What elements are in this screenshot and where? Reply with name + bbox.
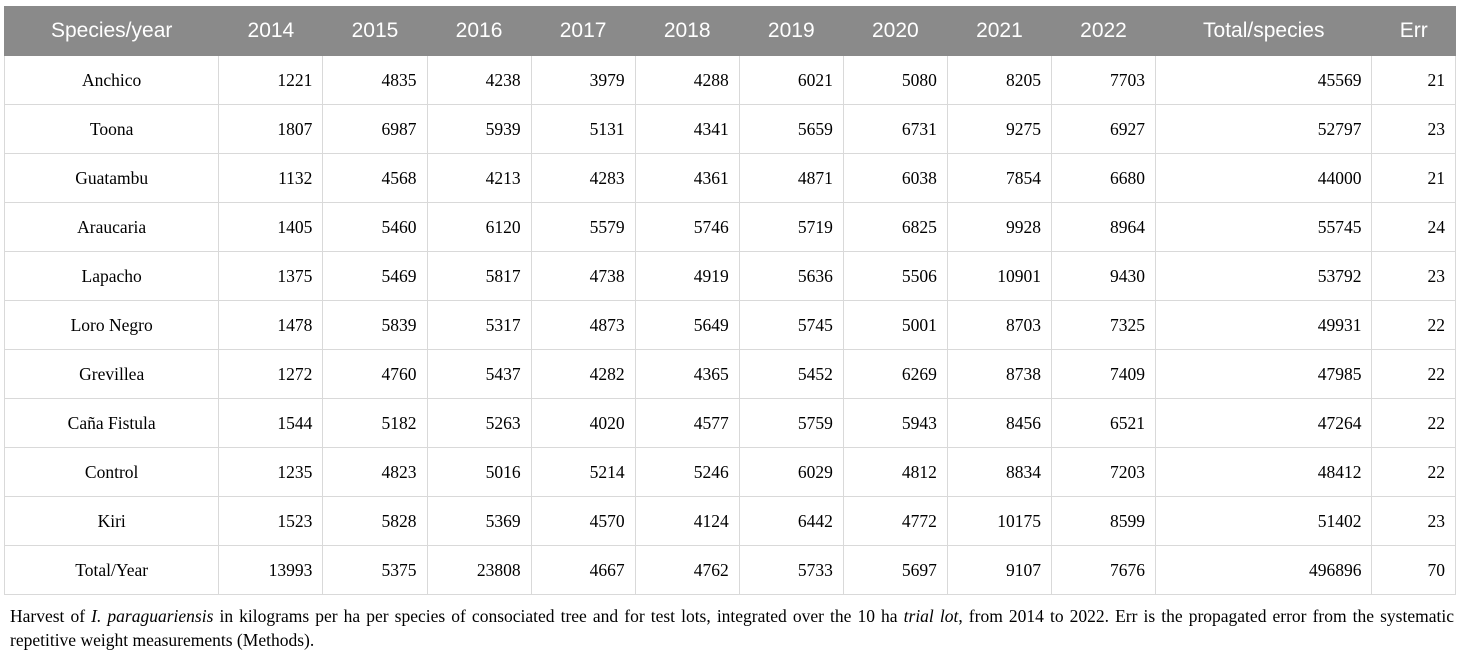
cell-2022: 7703 (1051, 56, 1155, 105)
table-header-row (5, 7, 1456, 56)
cell-err: 21 (1372, 154, 1456, 203)
cell-2014: 13993 (219, 546, 323, 595)
cell-2019: 5745 (739, 301, 843, 350)
cell-2018: 4762 (635, 546, 739, 595)
cell-err: 22 (1372, 399, 1456, 448)
cell-species: Control (5, 448, 219, 497)
cell-2019: 4871 (739, 154, 843, 203)
cell-total-species: 55745 (1156, 203, 1372, 252)
column-header-2017: 2017 (531, 7, 635, 56)
caption-species-name: I. paraguariensis (91, 606, 214, 626)
cell-2017: 5579 (531, 203, 635, 252)
cell-err: 23 (1372, 252, 1456, 301)
cell-2020: 4812 (843, 448, 947, 497)
cell-2014: 1523 (219, 497, 323, 546)
cell-2021: 7854 (947, 154, 1051, 203)
cell-2017: 4873 (531, 301, 635, 350)
cell-2014: 1272 (219, 350, 323, 399)
cell-2019: 5452 (739, 350, 843, 399)
cell-2021: 8205 (947, 56, 1051, 105)
caption-trial-lot: trial lot (903, 606, 959, 626)
cell-2016: 5369 (427, 497, 531, 546)
cell-2016: 5317 (427, 301, 531, 350)
cell-species: Kiri (5, 497, 219, 546)
cell-2014: 1235 (219, 448, 323, 497)
cell-2017: 4570 (531, 497, 635, 546)
cell-2015: 4760 (323, 350, 427, 399)
table-row (5, 301, 1456, 350)
cell-2018: 4365 (635, 350, 739, 399)
cell-2020: 6269 (843, 350, 947, 399)
column-header-2015: 2015 (323, 7, 427, 56)
cell-total-species: 51402 (1156, 497, 1372, 546)
caption-part-1: Harvest of (10, 606, 92, 626)
cell-2021: 8703 (947, 301, 1051, 350)
column-header-2014: 2014 (219, 7, 323, 56)
table-body (5, 56, 1456, 595)
table-caption (10, 604, 1454, 652)
cell-2016: 5939 (427, 105, 531, 154)
cell-2014: 1405 (219, 203, 323, 252)
cell-total-species: 52797 (1156, 105, 1372, 154)
cell-total-species: 49931 (1156, 301, 1372, 350)
cell-2018: 4124 (635, 497, 739, 546)
cell-2022: 7676 (1051, 546, 1155, 595)
cell-total-species: 47985 (1156, 350, 1372, 399)
cell-2021: 9275 (947, 105, 1051, 154)
cell-err: 22 (1372, 350, 1456, 399)
caption-part-3: , from 2014 to 2022. Err is the propagated error from the systematic repetitive weight measurements (Methods). (10, 606, 1454, 651)
cell-2022: 8964 (1051, 203, 1155, 252)
cell-2020: 6825 (843, 203, 947, 252)
cell-2014: 1478 (219, 301, 323, 350)
cell-2022: 9430 (1051, 252, 1155, 301)
cell-2017: 3979 (531, 56, 635, 105)
cell-2018: 5246 (635, 448, 739, 497)
cell-2019: 6029 (739, 448, 843, 497)
cell-2018: 4361 (635, 154, 739, 203)
cell-2014: 1544 (219, 399, 323, 448)
cell-2014: 1221 (219, 56, 323, 105)
cell-total-species: 48412 (1156, 448, 1372, 497)
cell-species: Anchico (5, 56, 219, 105)
cell-err: 23 (1372, 105, 1456, 154)
cell-2020: 6731 (843, 105, 947, 154)
harvest-table (4, 6, 1456, 595)
cell-species: Lapacho (5, 252, 219, 301)
cell-2021: 8834 (947, 448, 1051, 497)
cell-2022: 7409 (1051, 350, 1155, 399)
cell-2015: 4823 (323, 448, 427, 497)
cell-2017: 4667 (531, 546, 635, 595)
cell-err: 22 (1372, 448, 1456, 497)
cell-err: 23 (1372, 497, 1456, 546)
cell-err: 21 (1372, 56, 1456, 105)
cell-2021: 8456 (947, 399, 1051, 448)
cell-2015: 5375 (323, 546, 427, 595)
column-header-2019: 2019 (739, 7, 843, 56)
cell-2014: 1132 (219, 154, 323, 203)
table-row (5, 399, 1456, 448)
cell-2016: 5016 (427, 448, 531, 497)
column-header-2018: 2018 (635, 7, 739, 56)
cell-2019: 6021 (739, 56, 843, 105)
cell-2018: 5746 (635, 203, 739, 252)
cell-2020: 5943 (843, 399, 947, 448)
cell-species: Grevillea (5, 350, 219, 399)
cell-err: 24 (1372, 203, 1456, 252)
cell-err: 22 (1372, 301, 1456, 350)
column-header-2021: 2021 (947, 7, 1051, 56)
cell-2014: 1375 (219, 252, 323, 301)
cell-2017: 5214 (531, 448, 635, 497)
cell-2018: 4341 (635, 105, 739, 154)
cell-2017: 4020 (531, 399, 635, 448)
cell-species: Total/Year (5, 546, 219, 595)
cell-species: Caña Fistula (5, 399, 219, 448)
column-header-2022: 2022 (1051, 7, 1155, 56)
cell-2015: 6987 (323, 105, 427, 154)
cell-2019: 5719 (739, 203, 843, 252)
cell-2017: 4283 (531, 154, 635, 203)
cell-total-species: 44000 (1156, 154, 1372, 203)
cell-2017: 5131 (531, 105, 635, 154)
cell-2016: 6120 (427, 203, 531, 252)
column-header-total-species: Total/species (1156, 7, 1372, 56)
cell-species: Toona (5, 105, 219, 154)
column-header-2016: 2016 (427, 7, 531, 56)
cell-2015: 5460 (323, 203, 427, 252)
cell-2019: 5733 (739, 546, 843, 595)
cell-species: Guatambu (5, 154, 219, 203)
cell-2021: 8738 (947, 350, 1051, 399)
cell-species: Araucaria (5, 203, 219, 252)
cell-2021: 10175 (947, 497, 1051, 546)
table-row (5, 350, 1456, 399)
cell-2020: 5001 (843, 301, 947, 350)
cell-2022: 6927 (1051, 105, 1155, 154)
cell-total-species: 47264 (1156, 399, 1372, 448)
cell-2022: 7325 (1051, 301, 1155, 350)
table-row (5, 252, 1456, 301)
table-row (5, 105, 1456, 154)
cell-2021: 10901 (947, 252, 1051, 301)
cell-species: Loro Negro (5, 301, 219, 350)
cell-2020: 5697 (843, 546, 947, 595)
cell-err: 70 (1372, 546, 1456, 595)
table-row (5, 154, 1456, 203)
cell-2016: 5263 (427, 399, 531, 448)
cell-2017: 4738 (531, 252, 635, 301)
cell-total-species: 53792 (1156, 252, 1372, 301)
caption-part-2: in kilograms per ha per species of consociated tree and for test lots, integrated over the 10 ha (213, 606, 904, 626)
column-header-species: Species/year (5, 7, 219, 56)
cell-2018: 4919 (635, 252, 739, 301)
cell-2020: 5080 (843, 56, 947, 105)
cell-2021: 9928 (947, 203, 1051, 252)
column-header-2020: 2020 (843, 7, 947, 56)
cell-2016: 4213 (427, 154, 531, 203)
cell-2015: 5182 (323, 399, 427, 448)
cell-total-species: 496896 (1156, 546, 1372, 595)
cell-2018: 4577 (635, 399, 739, 448)
table-row (5, 497, 1456, 546)
table-row (5, 56, 1456, 105)
cell-total-species: 45569 (1156, 56, 1372, 105)
cell-2022: 7203 (1051, 448, 1155, 497)
cell-2020: 5506 (843, 252, 947, 301)
cell-2015: 4835 (323, 56, 427, 105)
cell-2018: 4288 (635, 56, 739, 105)
cell-2015: 5469 (323, 252, 427, 301)
cell-2015: 5828 (323, 497, 427, 546)
cell-2022: 6680 (1051, 154, 1155, 203)
cell-2018: 5649 (635, 301, 739, 350)
cell-2021: 9107 (947, 546, 1051, 595)
table-row-total (5, 546, 1456, 595)
table-header (5, 7, 1456, 56)
cell-2022: 8599 (1051, 497, 1155, 546)
cell-2016: 5437 (427, 350, 531, 399)
cell-2015: 4568 (323, 154, 427, 203)
cell-2019: 5659 (739, 105, 843, 154)
cell-2016: 4238 (427, 56, 531, 105)
cell-2016: 23808 (427, 546, 531, 595)
cell-2015: 5839 (323, 301, 427, 350)
cell-2014: 1807 (219, 105, 323, 154)
cell-2019: 6442 (739, 497, 843, 546)
cell-2022: 6521 (1051, 399, 1155, 448)
cell-2020: 4772 (843, 497, 947, 546)
cell-2019: 5636 (739, 252, 843, 301)
cell-2020: 6038 (843, 154, 947, 203)
table-row (5, 448, 1456, 497)
table-row (5, 203, 1456, 252)
column-header-err: Err (1372, 7, 1456, 56)
cell-2016: 5817 (427, 252, 531, 301)
cell-2017: 4282 (531, 350, 635, 399)
cell-2019: 5759 (739, 399, 843, 448)
